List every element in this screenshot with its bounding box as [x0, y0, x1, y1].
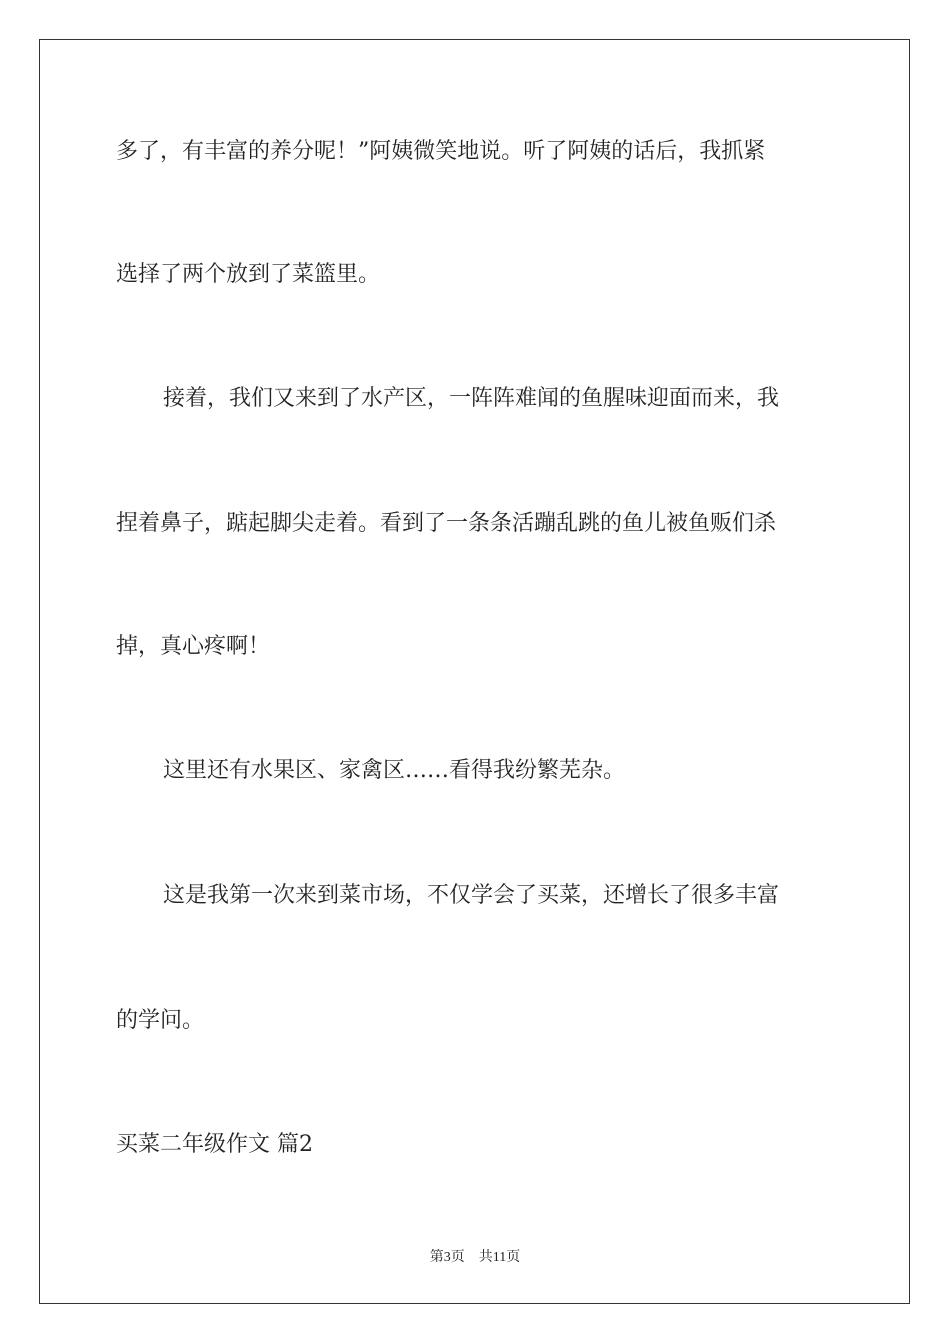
- paragraph-line-1: 多了，有丰富的养分呢！”阿姨微笑地说。听了阿姨的话后，我抓紧: [116, 139, 766, 164]
- paragraph-line-8: 的学问。: [116, 1008, 205, 1033]
- paragraph-line-7: 这是我第一次来到菜市场，不仅学会了买菜，还增长了很多丰富: [163, 883, 780, 908]
- paragraph-line-2: 选择了两个放到了菜篮里。: [116, 262, 381, 287]
- page-number: 第3页 共11页: [429, 1250, 521, 1265]
- paragraph-line-4: 捏着鼻子，踮起脚尖走着。看到了一条条活蹦乱跳的鱼儿被鱼贩们杀: [116, 511, 777, 536]
- section-heading: 买菜二年级作文 篇2: [116, 1132, 313, 1157]
- paragraph-line-6: 这里还有水果区、家禽区……看得我纷繁芜杂。: [163, 758, 626, 783]
- paragraph-line-5: 掉，真心疼啊！: [116, 634, 271, 659]
- paragraph-line-3: 接着，我们又来到了水产区，一阵阵难闻的鱼腥味迎面而来，我: [163, 386, 780, 411]
- page-border: [39, 39, 910, 1304]
